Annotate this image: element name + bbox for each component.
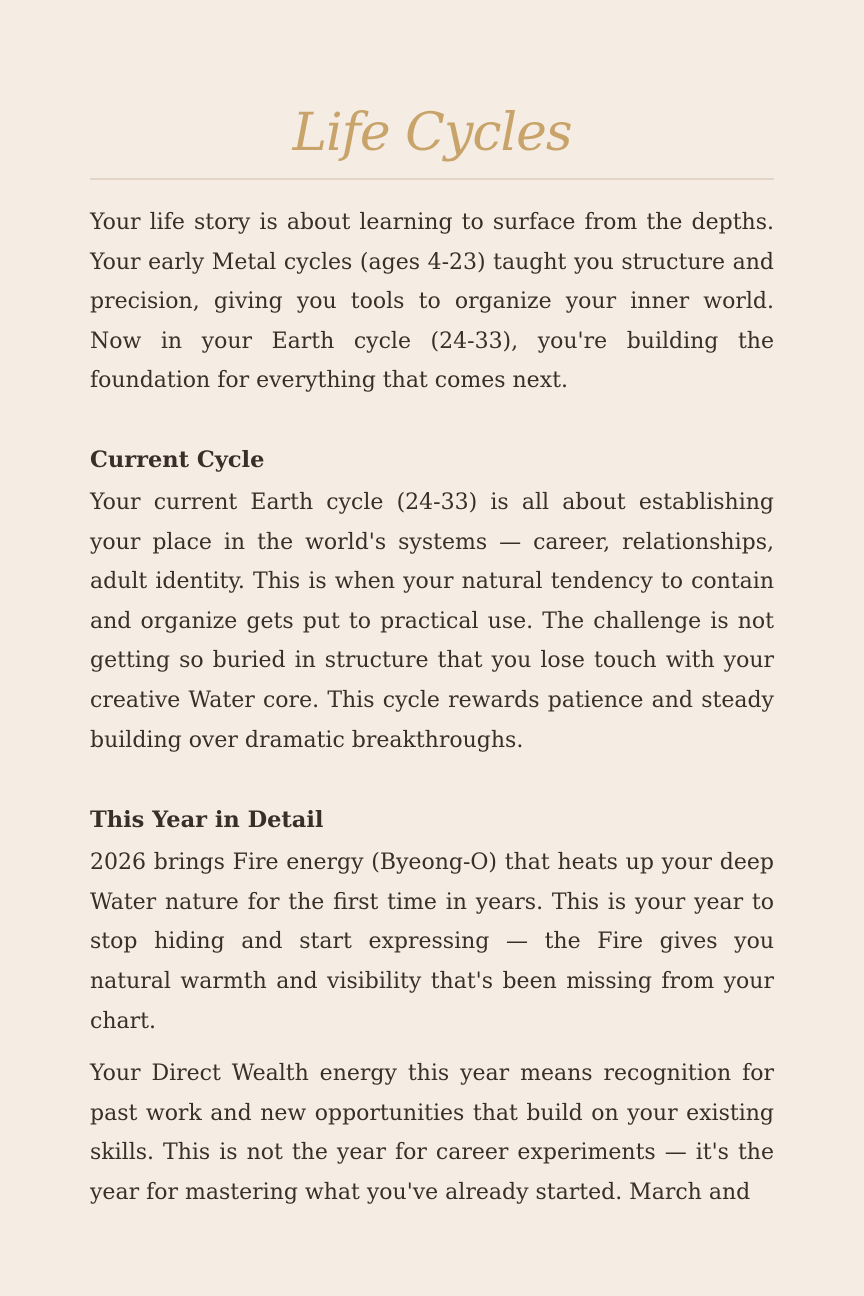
intro-paragraph: Your life story is about learning to surface from the depths. Your early Metal cycles (ages 4-23) taught you structure and precision, giving you tools to organize your inner world. Now in your Earth cycle (24-33), you're building the foundation for everything that comes next. — [90, 210, 774, 394]
current-cycle-paragraph: Your current Earth cycle (24-33) is all about establishing your place in the world's systems — career, relationships, adult identity. This is when your natural tendency to contain and organize gets put to practical use. The challenge is not getting so buried in structure that you lose touch with your creative Water core. This cycle rewards patience and steady building over dramatic breakthroughs. — [90, 489, 774, 753]
this-year-paragraph-2: Your Direct Wealth energy this year means recognition for past work and new opportunities that build on your existing skills. This is not the year for career experiments — it's the year for mastering what you've already started. March and — [90, 1061, 774, 1205]
document-page — [90, 0, 774, 1212]
this-year-paragraph-1: 2026 brings Fire energy (Byeong-O) that heats up your deep Water nature for the first time in years. This is your year to stop hiding and start expressing — the Fire gives you natural warmth and visibility that's been missing from your chart. — [90, 850, 774, 1034]
title-divider — [90, 178, 774, 180]
current-cycle-section — [90, 445, 774, 760]
this-year-section — [90, 805, 774, 1212]
section-heading-this-year: This Year in Detail — [90, 807, 324, 834]
page-title: Life Cycles — [292, 103, 572, 163]
section-heading-current-cycle: Current Cycle — [90, 446, 265, 473]
